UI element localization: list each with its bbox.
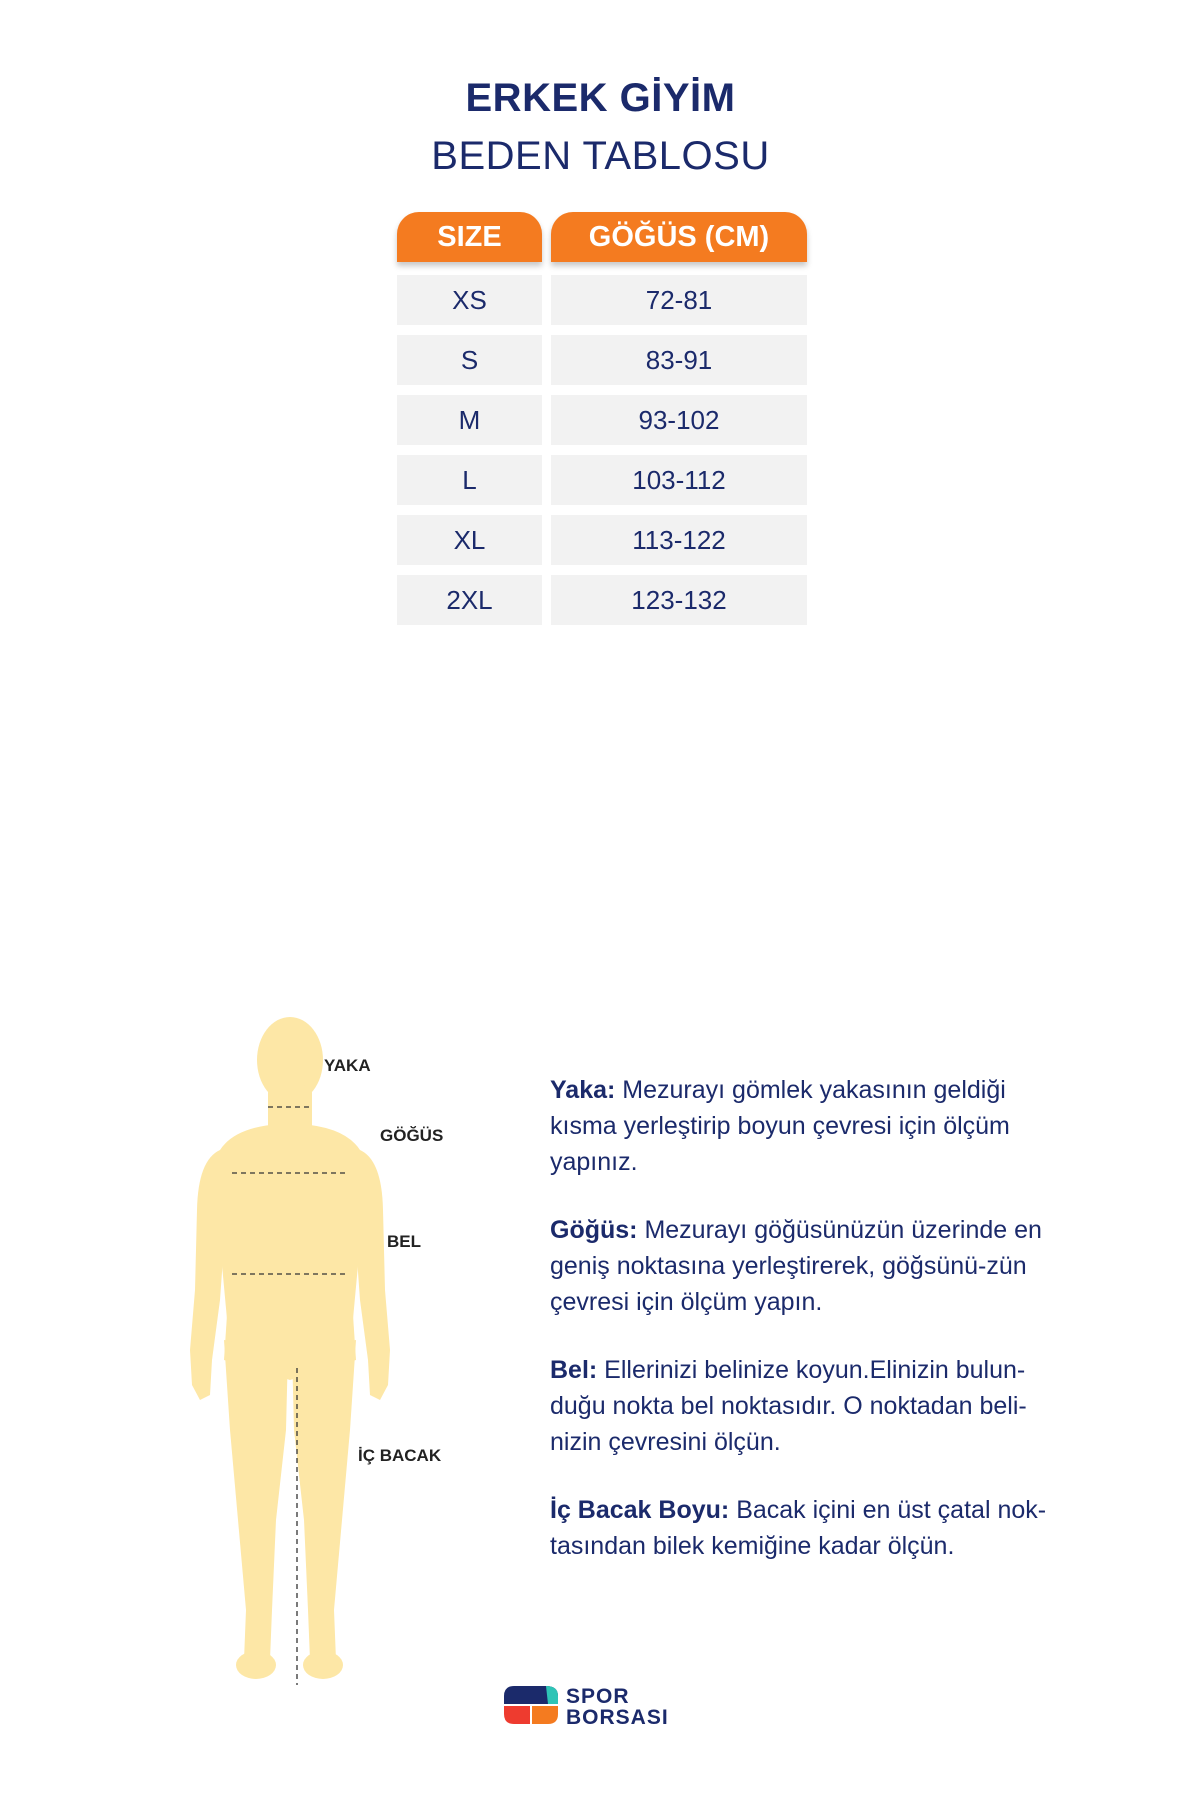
table-row — [0, 395, 1201, 445]
instruction-text: Mezurayı gömlek yakasının geldiği kısma yerleştirip boyun çevresi için ölçüm yapınız. — [550, 1076, 1010, 1176]
instruction-text: Bacak içini en üst çatal nok-tasından bilek kemiğine kadar ölçün. — [550, 1496, 1047, 1560]
instruction-yaka — [550, 1072, 1070, 1180]
label-ic-bacak: İÇ BACAK — [358, 1446, 442, 1465]
chest-cell: 72-81 — [551, 275, 807, 325]
size-cell: L — [397, 455, 542, 505]
size-cell: 2XL — [397, 575, 542, 625]
instruction-text: Mezurayı göğüsünüzün üzerinde en geniş noktasına yerleştirerek, göğsünü-zün çevresi için ölçüm yapın. — [550, 1216, 1042, 1316]
size-cell: M — [397, 395, 542, 445]
instruction-gogus — [550, 1212, 1070, 1320]
table-row — [0, 275, 1201, 325]
size-cell: S — [397, 335, 542, 385]
size-cell: XS — [397, 275, 542, 325]
instruction-term: Göğüs: — [550, 1216, 638, 1244]
page-title: ERKEK GİYİM — [465, 76, 736, 120]
label-bel: BEL — [387, 1232, 421, 1251]
brand-name-line2: BORSASI — [566, 1706, 669, 1729]
table-row — [0, 455, 1201, 505]
table-row — [0, 335, 1201, 385]
body-silhouette-illustration — [180, 1000, 520, 1700]
chest-cell: 123-132 — [551, 575, 807, 625]
instruction-text: Ellerinizi belinize koyun.Elinizin bulun-duğu nokta bel noktasıdır. O noktadan beli-nizin çevresini ölçün. — [550, 1356, 1027, 1456]
instruction-term: Yaka: — [550, 1076, 616, 1104]
instruction-term: Bel: — [550, 1356, 598, 1384]
label-gogus: GÖĞÜS — [380, 1126, 444, 1145]
instruction-term: İç Bacak Boyu: — [550, 1496, 730, 1524]
instruction-bel — [550, 1352, 1070, 1460]
size-cell: XL — [397, 515, 542, 565]
brand-logo-icon — [502, 1684, 560, 1726]
instruction-ic-bacak — [550, 1492, 1070, 1564]
table-row — [0, 575, 1201, 625]
chest-cell: 83-91 — [551, 335, 807, 385]
chest-cell: 93-102 — [551, 395, 807, 445]
column-header-chest: GÖĞÜS (CM) — [551, 212, 807, 262]
chest-cell: 113-122 — [551, 515, 807, 565]
chest-cell: 103-112 — [551, 455, 807, 505]
table-row — [0, 515, 1201, 565]
column-header-size: SIZE — [397, 212, 542, 262]
brand-name-line1: SPOR — [566, 1685, 630, 1708]
label-yaka: YAKA — [324, 1056, 371, 1075]
page-subtitle: BEDEN TABLOSU — [431, 134, 770, 178]
